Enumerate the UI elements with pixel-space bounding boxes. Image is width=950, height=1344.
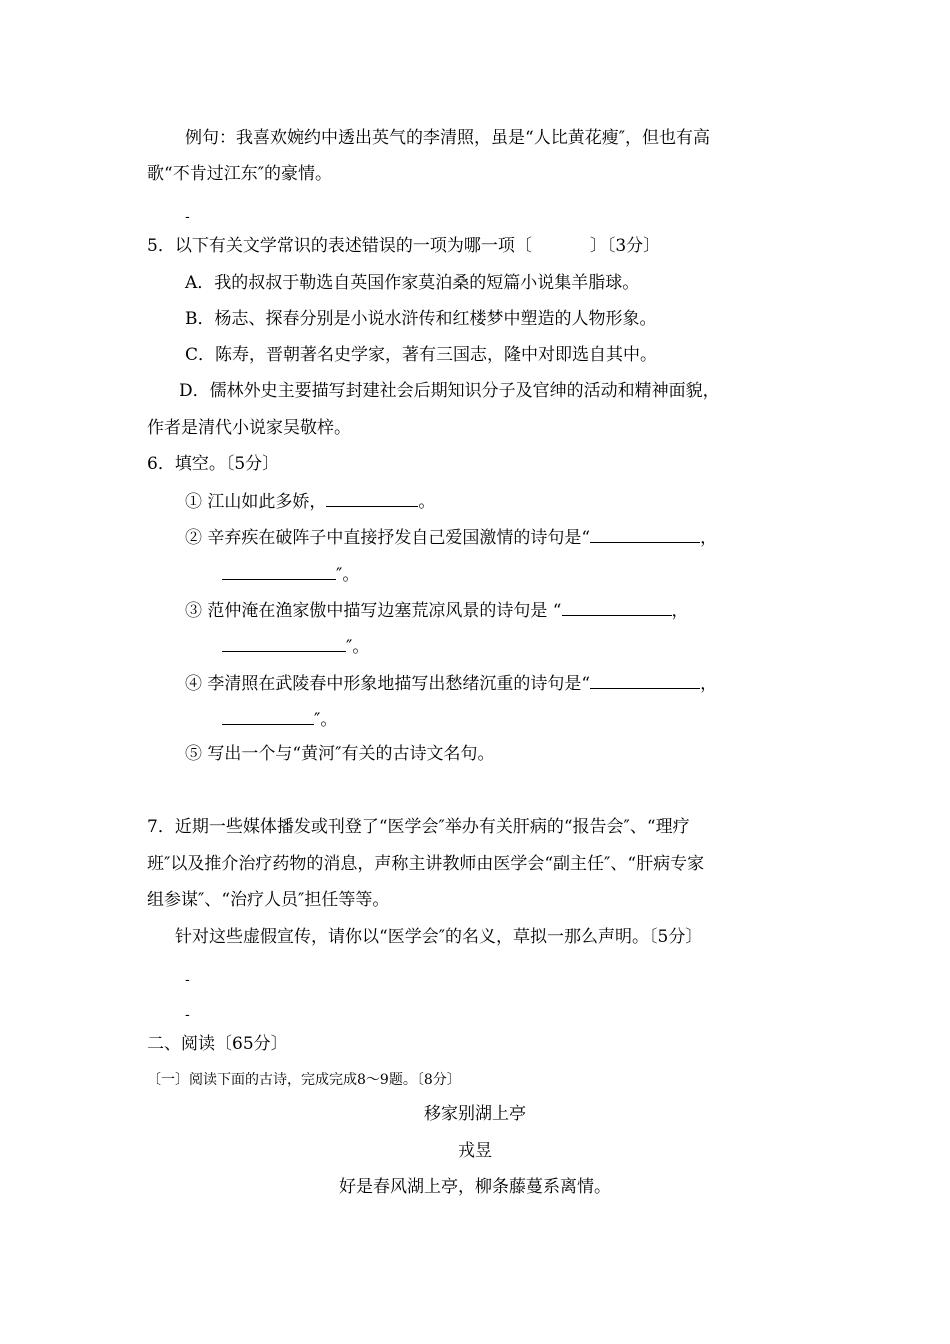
poem-line-1: 好是春风湖上亭，柳条藤蔓系离情。 — [339, 1177, 611, 1197]
q6-item-2-text: ② 辛弃疾在破阵子中直接抒发自己爱国激情的诗句是“ — [185, 528, 591, 548]
q5-option-d-line-1: D．儒林外史主要描写封建社会后期知识分子及官绅的活动和精神面貌， — [179, 381, 720, 401]
q6-item-4 — [185, 671, 717, 695]
q6-item-3-comma: ， — [671, 601, 689, 621]
q5-stem-text: 5．以下有关文学常识的表述错误的一项为哪一项〔 — [147, 236, 532, 256]
section-2-subheading: 〔一〕阅读下面的古诗，完成完成8～9题。〔8分〕 — [147, 1072, 461, 1088]
q6-item-4-close: ″。 — [314, 710, 338, 730]
q6-item-3-blank-2[interactable] — [222, 634, 346, 652]
q6-item-2-comma: ， — [700, 528, 718, 548]
q5-option-d-line-2: 作者是清代小说家吴敬梓。 — [147, 418, 351, 438]
q6-item-3-blank-1[interactable] — [562, 598, 672, 616]
q7-line-1: 7．近期一些媒体播发或刊登了“医学会″举办有关肝病的“报告会″、“理疗 — [147, 817, 690, 837]
q6-item-4-blank-1[interactable] — [590, 671, 700, 689]
example-line-1: 例句：我喜欢婉约中透出英气的李清照，虽是“人比黄花瘦″，但也有高 — [185, 128, 711, 148]
q6-item-4-text: ④ 李清照在武陵春中形象地描写出愁绪沉重的诗句是“ — [185, 674, 591, 694]
q7-line-3: 组参谋″、“治疗人员″担任等等。 — [147, 890, 390, 910]
q5-option-b: B．杨志、探春分别是小说水浒传和红楼梦中塑造的人物形象。 — [185, 309, 657, 329]
q7-line-2: 班″以及推介治疗药物的消息，声称主讲教师由医学会“副主任″、“肝病专家 — [147, 854, 705, 874]
q6-item-1-end: 。 — [418, 492, 436, 512]
example-line-2: 歌“不肯过江东″的豪情。 — [147, 164, 333, 184]
q5-score: 〕〔3分〕 — [589, 236, 661, 256]
q6-item-2-cont — [222, 562, 359, 586]
poem-author: 戎昱 — [458, 1141, 492, 1161]
q5-stem — [147, 235, 660, 257]
q6-item-1-blank[interactable] — [326, 489, 418, 507]
q5-option-c: C．陈寿，晋朝著名史学家，著有三国志，隆中对即选自其中。 — [185, 345, 658, 365]
q6-item-3-close: ″。 — [346, 637, 370, 657]
q6-item-4-blank-2[interactable] — [222, 707, 314, 725]
q6-item-3 — [185, 598, 689, 622]
q5-option-a: A．我的叔叔于勒选自英国作家莫泊桑的短篇小说集羊脂球。 — [185, 273, 640, 293]
q6-item-2 — [185, 525, 717, 549]
answer-dash: - — [185, 209, 190, 225]
q6-item-5: ⑤ 写出一个与“黄河″有关的古诗文名句。 — [185, 744, 495, 764]
q6-item-4-cont — [222, 707, 337, 731]
q6-item-2-blank-2[interactable] — [222, 562, 336, 580]
q6-stem: 6．填空。〔5分〕 — [147, 454, 280, 474]
section-2-heading: 二、阅读〔65分〕 — [147, 1034, 288, 1054]
q7-line-4: 针对这些虚假宣传，请你以“医学会″的名义，草拟一那么声明。〔5分〕 — [175, 927, 703, 947]
q6-item-4-comma: ， — [700, 674, 718, 694]
poem-title: 移家别湖上亭 — [424, 1104, 526, 1124]
q6-item-2-blank-1[interactable] — [590, 525, 700, 543]
q6-item-3-cont — [222, 634, 369, 658]
q6-item-2-close: ″。 — [336, 565, 360, 585]
q6-item-1 — [185, 489, 435, 513]
q7-answer-dash-2: - — [185, 1007, 190, 1023]
q6-item-3-text: ③ 范仲淹在渔家傲中描写边塞荒凉风景的诗句是 “ — [185, 601, 562, 621]
q6-item-1-text: ① 江山如此多娇， — [185, 492, 327, 512]
q7-answer-dash-1: - — [185, 972, 190, 988]
